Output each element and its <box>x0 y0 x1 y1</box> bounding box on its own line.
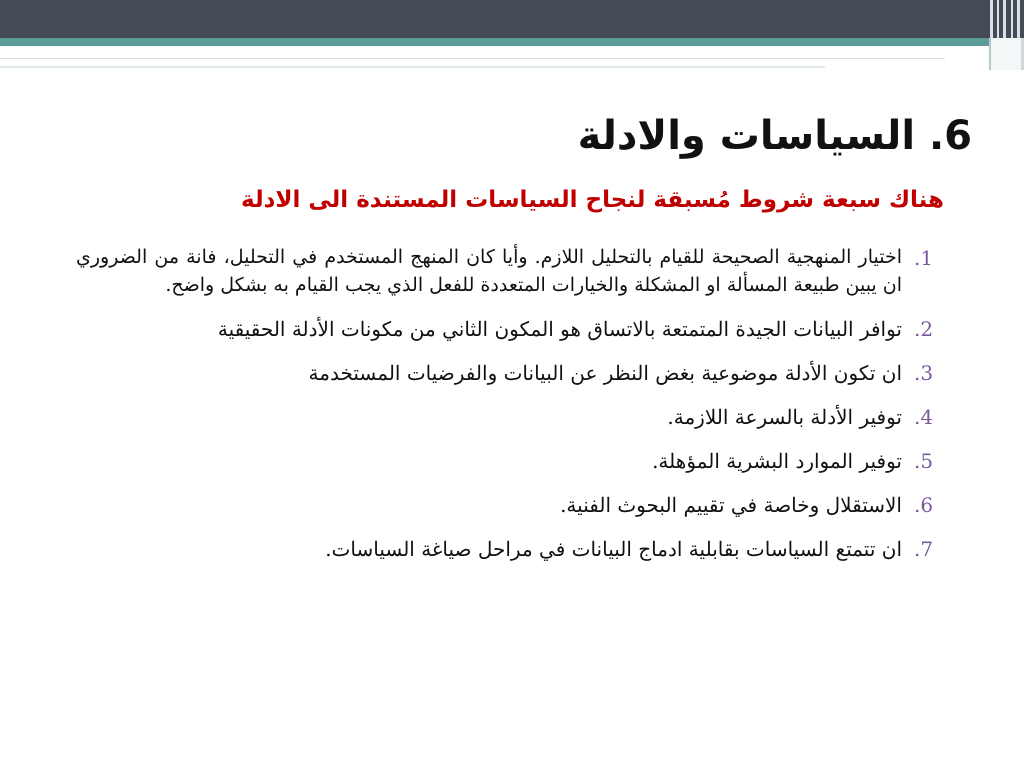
list-item <box>76 401 944 433</box>
list-item-number: .1 <box>914 246 934 270</box>
list-item-text: الاستقلال وخاصة في تقييم البحوث الفنية. <box>560 493 902 518</box>
list-item-text: ان تتمتع السياسات بقابلية ادماج البيانات في مراحل صياغة السياسات. <box>325 537 902 562</box>
list-item-text: توفير الأدلة بالسرعة اللازمة. <box>667 405 902 430</box>
header-bar <box>0 0 1024 38</box>
list-item-number: .3 <box>914 361 934 386</box>
list-item-number: .6 <box>914 493 934 518</box>
list-item-text: توفير الموارد البشرية المؤهلة. <box>652 449 902 474</box>
list-item-number: .5 <box>914 449 934 474</box>
header-divider-line-secondary <box>0 66 825 68</box>
slide-subtitle: هناك سبعة شروط مُسبقة لنجاح السياسات المستندة الى الادلة <box>241 187 944 213</box>
list-item-number: .2 <box>914 317 934 342</box>
header-accent-band <box>0 38 1024 46</box>
list-item-number: .7 <box>914 537 934 562</box>
list-item <box>76 533 944 565</box>
list-item-text: توافر البيانات الجيدة المتمتعة بالاتساق هو المكون الثاني من مكونات الأدلة الحقيقية <box>217 317 902 342</box>
list-item-text: ان تكون الأدلة موضوعية بغض النظر عن البيانات والفرضيات المستخدمة <box>308 361 902 386</box>
list-item <box>76 357 944 389</box>
header-stripes-decoration <box>984 0 1024 38</box>
list-item-number: .4 <box>914 405 934 430</box>
list-item <box>76 244 944 299</box>
slide-title: 6. السياسات والادلة <box>577 113 972 159</box>
list-item-text: اختيار المنهجية الصحيحة للقيام بالتحليل اللازم. وأيا كان المنهج المستخدم في التحليل، فانة من الضروري ان يبين طبيعة المسألة او المشكلة والخيارات المتعددة للفعل الذي يجب القيام به بشكل واضح. <box>76 246 902 296</box>
header-divider-line <box>0 58 945 59</box>
corner-decoration <box>989 38 1024 70</box>
list-item <box>76 445 944 477</box>
list-item <box>76 313 944 345</box>
list-item <box>76 489 944 521</box>
conditions-list <box>76 244 944 577</box>
